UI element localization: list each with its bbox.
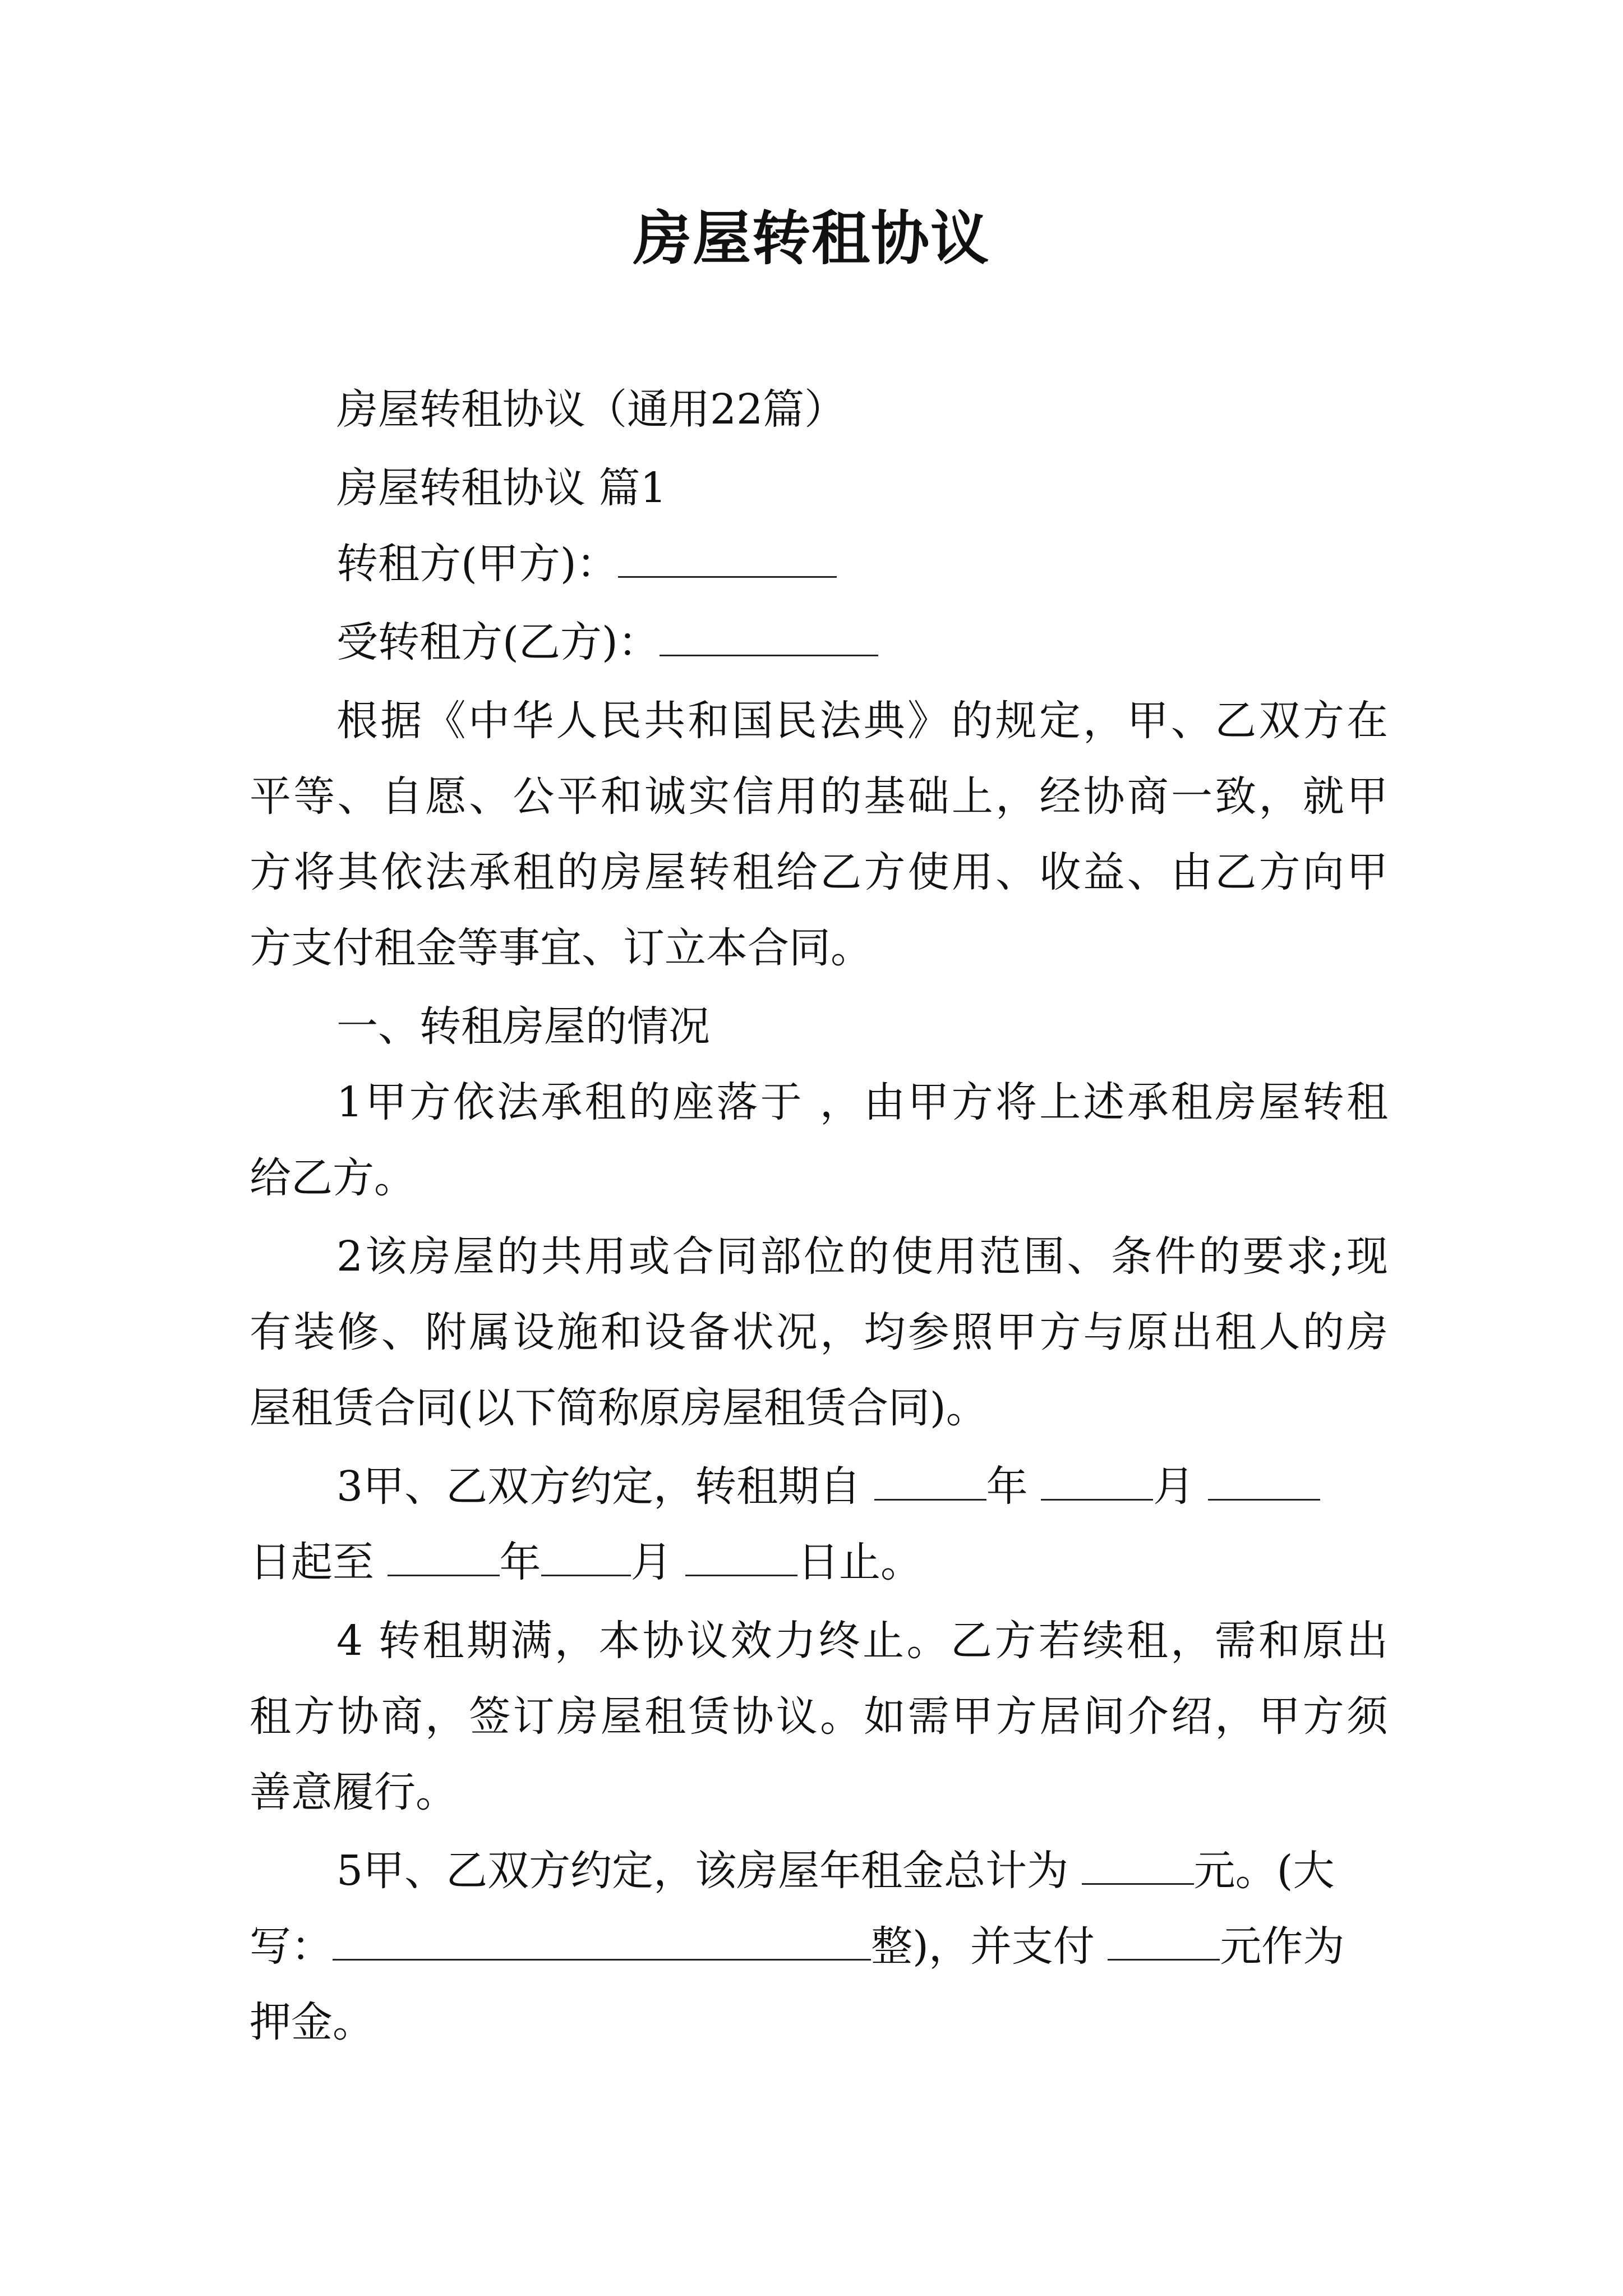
item-5-line (250, 1843, 1388, 1899)
month-label: 月 (1153, 1462, 1195, 1511)
day-from-label: 日起至 (250, 1538, 374, 1586)
end-day-blank (685, 1539, 797, 1576)
party-b-line (250, 614, 1388, 670)
start-year-blank (874, 1463, 986, 1501)
item-4-line: 4 转租期满，本协议效力终止。乙方若续租，需和原出 (336, 1617, 1388, 1665)
chapter-heading: 房屋转租协议 篇1 (336, 464, 667, 512)
start-day-blank (1208, 1463, 1320, 1501)
party-b-blank (660, 619, 878, 656)
write-label: 写： (250, 1922, 333, 1971)
item-5-line: 押金。 (250, 1998, 374, 2046)
capital-amount-blank (333, 1923, 871, 1961)
zheng-label: 整)，并支付 (871, 1922, 1095, 1971)
month-label: 月 (630, 1538, 672, 1586)
yuan-paren-label: 元。(大 (1193, 1847, 1335, 1895)
intro-line: 方支付租金等事宜、订立本合同。 (250, 924, 872, 972)
year-label: 年 (986, 1462, 1028, 1511)
party-a-line (250, 536, 1388, 592)
year-label: 年 (499, 1538, 541, 1586)
subtitle-line: 房屋转租协议（通用22篇） (336, 385, 846, 434)
end-year-blank (388, 1539, 500, 1576)
start-month-blank (1041, 1463, 1153, 1501)
item-5-line (250, 1918, 1388, 1975)
item-3-line (250, 1458, 1388, 1515)
item-3-prefix: 3甲、乙双方约定，转租期自 (336, 1462, 861, 1511)
intro-line: 方将其依法承租的房屋转租给乙方使用、收益、由乙方向甲 (250, 848, 1388, 896)
deposit-tail-label: 元作为 (1220, 1922, 1345, 1971)
intro-line: 根据《中华人民共和国民法典》的规定，甲、乙双方在 (336, 697, 1388, 745)
annual-rent-blank (1082, 1847, 1194, 1885)
item-1-line: 1甲方依法承租的座落于 ，由甲方将上述承租房屋转租 (336, 1078, 1388, 1126)
item-2-line: 屋租赁合同(以下简称原房屋租赁合同)。 (250, 1384, 988, 1432)
deposit-blank (1108, 1923, 1220, 1961)
item-2-line: 有装修、附属设施和设备状况，均参照甲方与原出租人的房 (250, 1308, 1388, 1356)
document-title: 房屋转租协议 (633, 204, 990, 273)
item-1-line: 给乙方。 (250, 1154, 416, 1202)
section-heading: 一、转租房屋的情况 (336, 1002, 710, 1051)
end-month-blank (541, 1539, 631, 1576)
party-a-label: 转租方(甲方)： (336, 540, 618, 588)
intro-line: 平等、自愿、公平和诚实信用的基础上，经协商一致，就甲 (250, 772, 1388, 821)
item-4-line: 租方协商，签订房屋租赁协议。如需甲方居间介绍，甲方须 (250, 1692, 1388, 1741)
item-3-line (250, 1534, 1388, 1590)
item-2-line: 2该房屋的共用或合同部位的使用范围、条件的要求;现 (336, 1232, 1388, 1281)
item-4-line: 善意履行。 (250, 1768, 457, 1816)
party-a-blank (618, 540, 837, 578)
item-5-prefix: 5甲、乙双方约定，该房屋年租金总计为 (336, 1847, 1069, 1895)
day-to-label: 日止。 (797, 1538, 923, 1586)
party-b-label: 受转租方(乙方)： (336, 618, 660, 666)
